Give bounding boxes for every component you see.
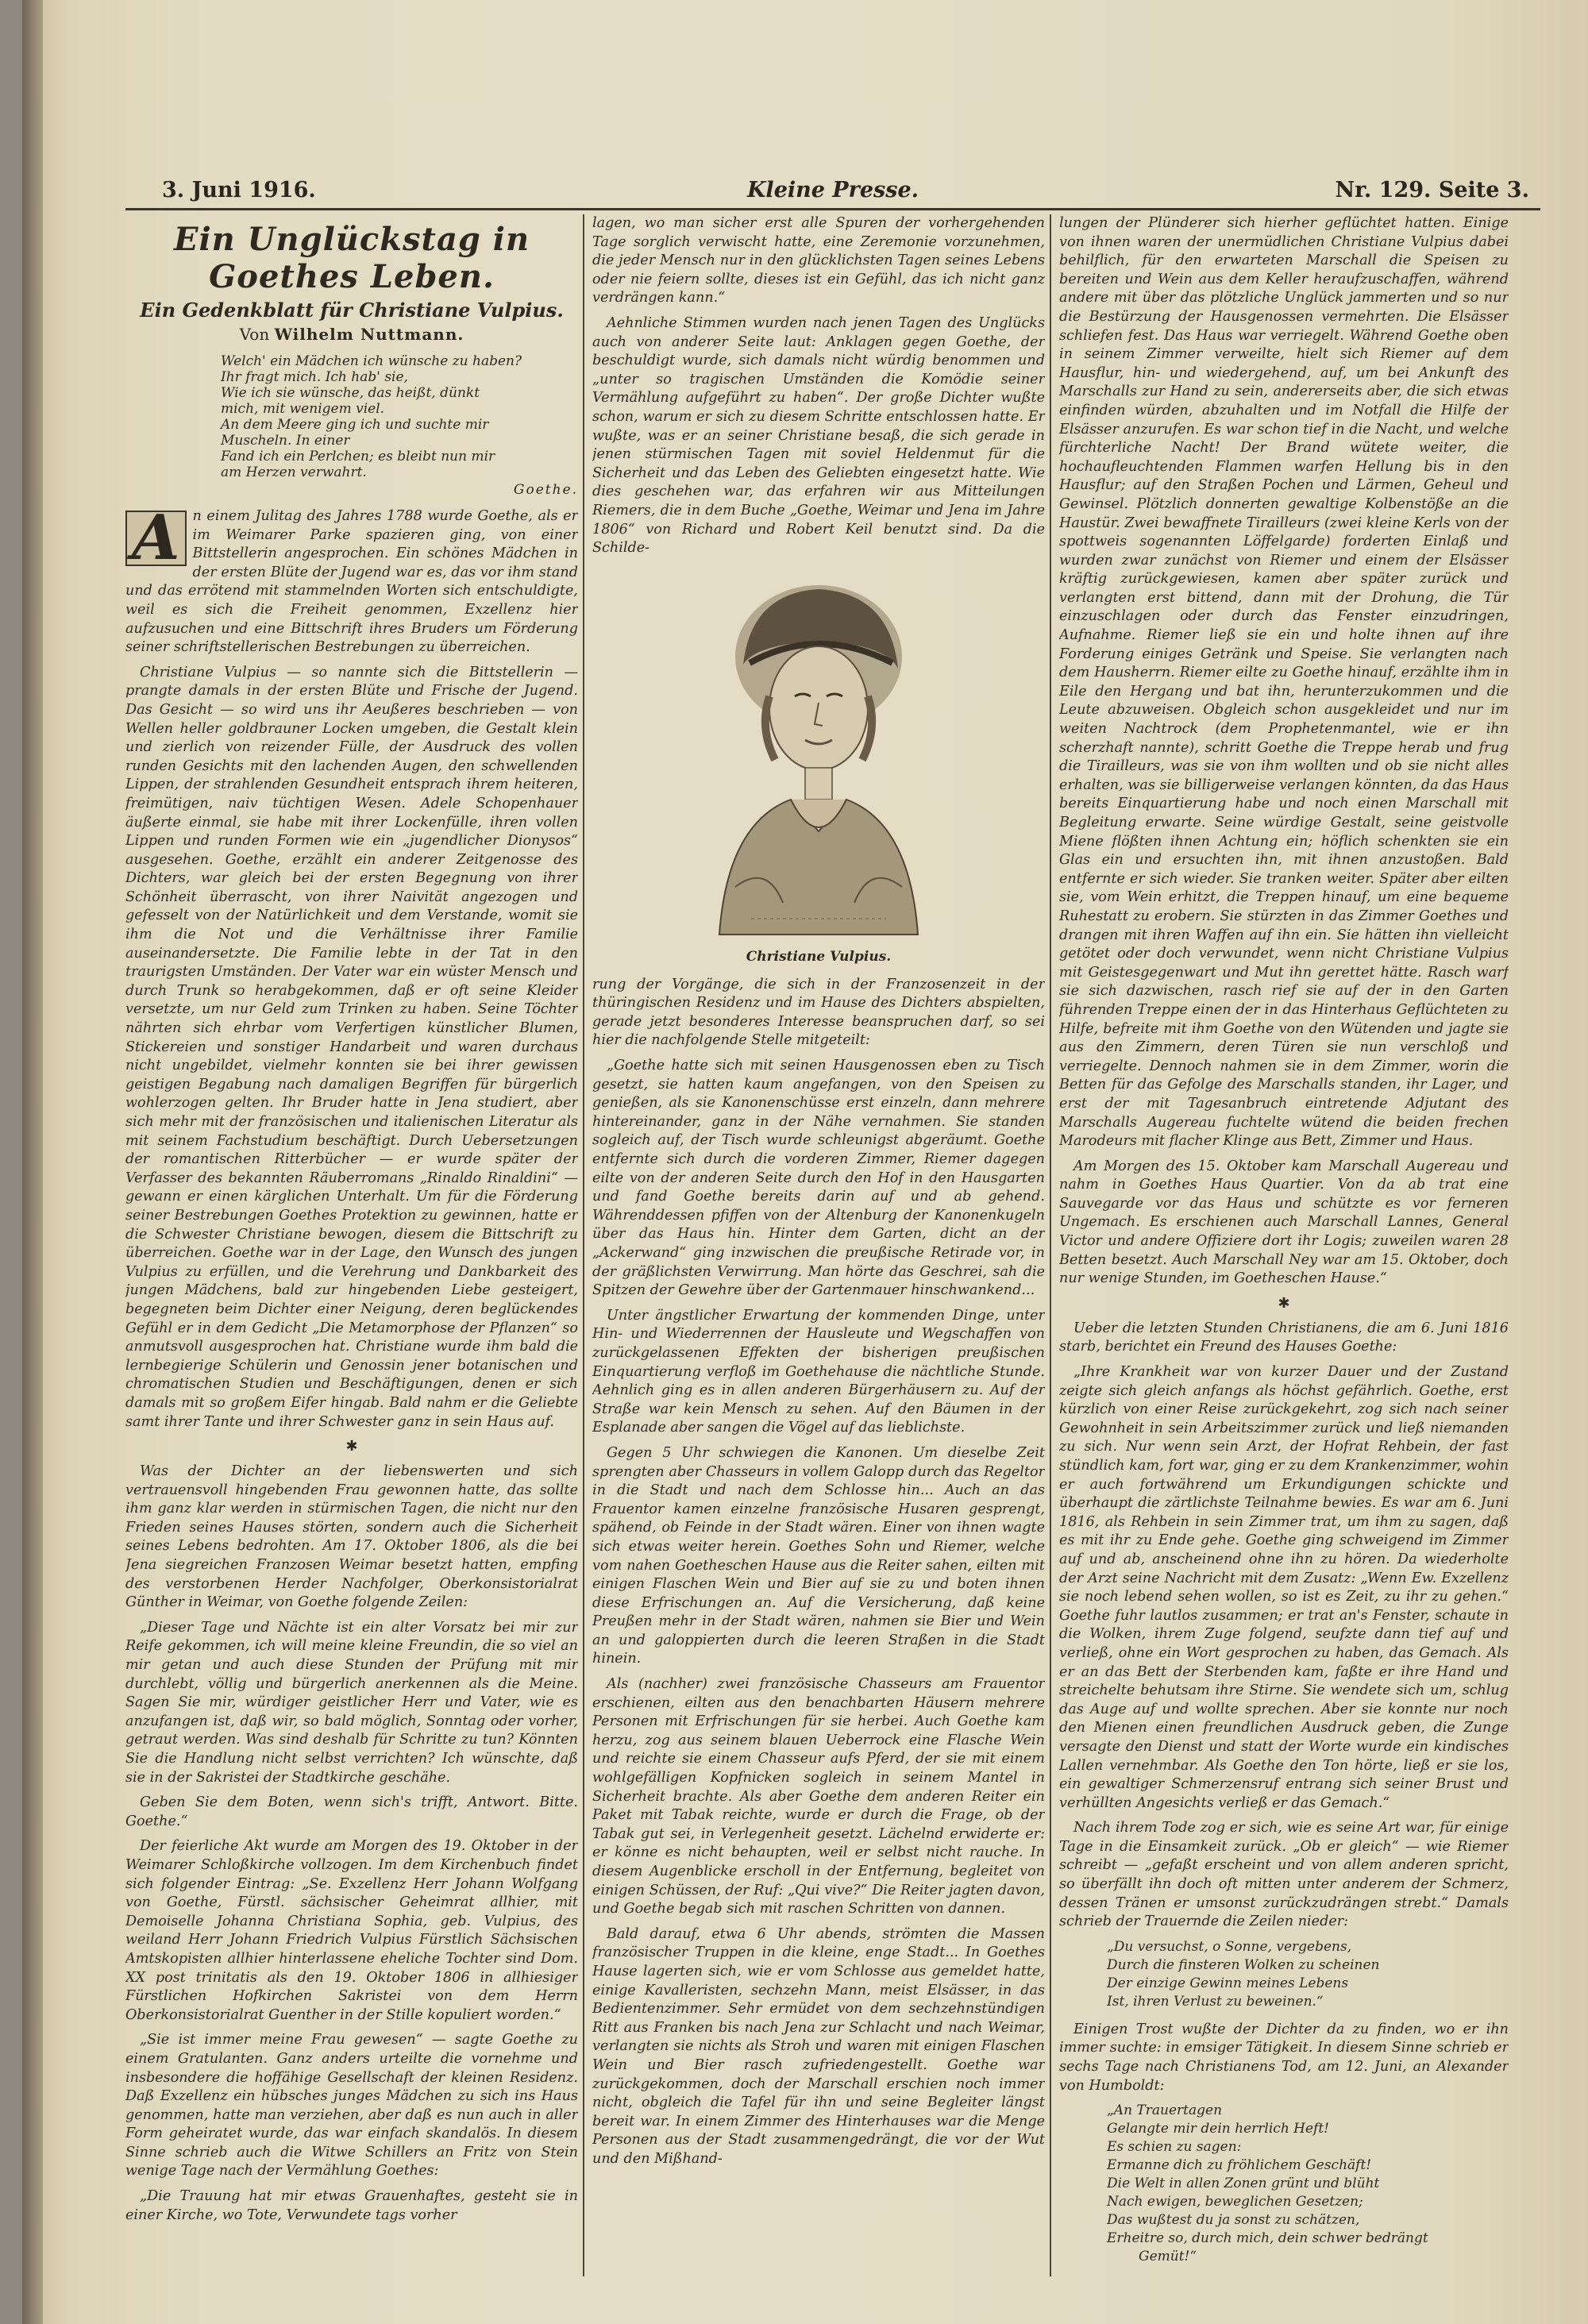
poem-line: mich, mit wenigem viel. bbox=[221, 401, 385, 417]
poem-line: Durch die finsteren Wolken zu scheinen bbox=[1107, 1956, 1380, 1973]
paragraph: Der feierliche Akt wurde am Morgen des 19. Oktober in der Weimarer Schloßkirche vollzogen. Im dem Kirchenbuch findet sich folgender Eintrag: „Se. Exzellenz Herr Johann Wolfgang von Goethe, Fürstl. sächsischer Geheimrat allhier, mit Demoiselle Johanna Christiana Sophia, geb. Vulpius, des weiland Herr Johann Friedrich Vulpius Fürstlich Sächsischen Amtskopisten allhier hinterlassene eheliche Tochter sind Dom. XX post trinitatis als den 19. Oktober 1806 in allhiesiger Fürstlichen Hofkirchen Sakristei von dem Herrn Oberkonsistorialrat Guenther in der Stille kopuliert worden.“ bbox=[125, 1838, 578, 2023]
poem-line: Erheitre so, durch mich, dein schwer bedrängt bbox=[1107, 2230, 1428, 2247]
paragraph: Als (nachher) zwei französische Chasseurs am Frauentor erschienen, eilten aus den benachbarten Häusern mehrere Personen mit Erfrischungen für sie herbei. Auch Goethe kam herzu, zog aus seinem blauen Ueberrock eine Flasche Wein und reichte sie einem Chasseur aufs Pferd, der sie mit einem wohlgefälligen Kopfnicken sogleich in seinem Mantel in Sicherheit brachte. Als aber Goethe dem anderen Reiter ein Paket mit Tabak reichte, wurde er durch die Frage, ob der Tabak gut sei, in Verlegenheit gesetzt. Lächelnd erwiderte er: er könne es nicht behaupten, weil er selbst nicht rauche. In diesem Augenblicke erscholl in der Entfernung, begleitet von einigen Schüssen, der Ruf: „Qui vive?“ Die Reiter jagten davon, und Goethe begab sich mit raschen Schritten von dannen. bbox=[592, 1676, 1045, 1917]
newspaper-page bbox=[22, 0, 1588, 2324]
poem-line: Muscheln. In einer bbox=[221, 433, 350, 449]
column-rule bbox=[583, 214, 584, 2276]
issue-date: 3. Juni 1916. bbox=[162, 178, 316, 202]
paragraph: Am Morgen des 15. Oktober kam Marschall Augereau und nahm in Goethes Haus Quartier. Von da ab trat eine Sauvegarde vor das Haus und schützte es vor ferneren Ungemach. Es erschienen auch Marschall Lannes, General Victor und andere Offiziere dort ihr Logis; zuweilen waren 28 Betten besetzt. Auch Marschall Ney war am 15. Oktober, doch nur wenige Stunden, im Goetheschen Hause.“ bbox=[1059, 1158, 1509, 1287]
paragraph: Aehnliche Stimmen wurden nach jenen Tagen des Unglücks auch von anderer Seite laut: Anklagen gegen Goethe, der beschuldigt wurde, sich damals nicht würdig benommen und „unter so tragischen Umständen die Komödie seiner Vermählung aufgeführt zu haben“. Der große Dichter wußte schon, warum er sich zu diesem Schritte entschlossen hatte. Er wußte, was er an seiner Christiane besaß, die sich gerade in jenen stürmischen Tagen mit soviel Heldenmut für die Sicherheit und das Leben des Geliebten eingesetzt hatte. Wie dies geschehen war, das erfahren wir aus Mitteilungen Riemers, die in dem Buche „Goethe, Weimar und Jena im Jahre 1806“ von Richard und Robert Keil benutzt sind. Da die Schilde- bbox=[592, 314, 1045, 557]
poem-line: Das wußtest du ja sonst zu schätzen, bbox=[1107, 2212, 1360, 2229]
poem-line: „An Trauertagen bbox=[1107, 2102, 1223, 2119]
paragraph: Nach ihrem Tode zog er sich, wie es seine Art war, für einige Tage in die Einsamkeit zurück. „Ob er gleich“ — wie Riemer schreibt — „gefaßt erscheint und von allem anderen spricht, so überfällt ihn doch oft mitten unter anderem der Schmerz, dessen Tränen er umsonst zurückzudrängen strebt.“ Damals schrieb der Trauernde die Zeilen nieder: bbox=[1059, 1820, 1509, 1930]
column-1 bbox=[125, 214, 578, 2292]
drop-cap: A bbox=[125, 511, 187, 566]
poem-line: Fand ich ein Perlchen; es bleibt nun mir bbox=[221, 449, 495, 464]
byline bbox=[125, 325, 578, 344]
poem-line: Nach ewigen, beweglichen Gesetzen; bbox=[1107, 2194, 1363, 2210]
paragraph: lagen, wo man sicher erst alle Spuren der vorhergehenden Tage sorglich verwischt hatte, eine Zeremonie vorzunehmen, die jeder Mensch nur in den glücklichsten Tagen seines Lebens oder nie feiern sollte, dieses ist ein Gefühl, das ich nicht ganz verdrängen kann.“ bbox=[592, 215, 1045, 306]
lament-poem bbox=[1107, 1938, 1509, 2011]
article-title: Ein Unglückstag in Goethes Leben. bbox=[173, 221, 530, 295]
poem-line: Die Welt in allen Zonen grünt und blüht bbox=[1107, 2176, 1380, 2192]
section-separator: ✱ bbox=[1278, 1294, 1290, 1312]
final-poem bbox=[1107, 2102, 1509, 2266]
poem-line: Ihr fragt mich. Ich hab' sie, bbox=[221, 369, 408, 385]
poem-line: Gemüt!“ bbox=[1139, 2249, 1197, 2265]
paragraph: „Goethe hatte sich mit seinen Hausgenossen eben zu Tisch gesetzt, sie hatten kaum angefangen, von den Speisen zu genießen, als sie Kanonenschüsse erst einzeln, dann mehrere hintereinander, ganz in der Nähe vernahmen. Sie standen sogleich auf, der Tisch wurde schleunigst abgeräumt. Goethe entfernte sich durch die vorderen Zimmer, Riemer dagegen eilte von der anderen Seite durch den Hof in den Hausgarten und fand Goethe bereits darin auf und ab gehend. Währenddessen pfiffen von der Altenburg der Kanonenkugeln über das Haus hin. Hinter dem Garten, dicht an der „Ackerwand“ ging inzwischen die preußische Retirade vor, in der gräßlichsten Verwirrung. Man hörte das Geschrei, sah die Spitzen der Gewehre über der Gartenmauer hinschwankend... bbox=[592, 1058, 1045, 1299]
paragraph: „Die Trauung hat mir etwas Grauenhaftes, gesteht sie in einer Kirche, wo Tote, Verwundete tags vorher bbox=[125, 2188, 578, 2223]
page-header bbox=[125, 173, 1540, 210]
poem-line: Der einzige Gewinn meines Lebens bbox=[1107, 1975, 1349, 1991]
paragraph: Geben Sie dem Boten, wenn sich's trifft, Antwort. Bitte. Goethe.“ bbox=[125, 1794, 578, 1829]
poem-line: am Herzen verwahrt. bbox=[221, 464, 367, 480]
newspaper-name: Kleine Presse. bbox=[746, 178, 919, 202]
paragraph: Ueber die letzten Stunden Christianens, die am 6. Juni 1816 starb, berichtet ein Freund des Hauses Goethe: bbox=[1059, 1320, 1509, 1355]
issue-number: Nr. 129. Seite 3. bbox=[1335, 178, 1529, 202]
motto-author: Goethe. bbox=[513, 482, 578, 498]
portrait-caption: Christiane Vulpius. bbox=[746, 948, 892, 965]
paragraph: „Sie ist immer meine Frau gewesen“ — sagte Goethe zu einem Gratulanten. Ganz anders urteilte die vornehme und insbesondere die hoffähige Gesellschaft der kleinen Residenz. Daß Exzellenz ein hübsches junges Mädchen zu sich ins Haus genommen, hatte man verziehen, aber daß es nun auch in aller Form geheiratet wurde, das war einfach skandalös. In diesem Sinne schrieb auch die Witwe Schillers an Fritz von Stein wenige Tage nach der Vermählung Goethes: bbox=[125, 2032, 578, 2179]
poem-line: Es schien zu sagen: bbox=[1107, 2139, 1242, 2156]
poem-line: „Du versuchst, o Sonne, vergebens, bbox=[1107, 1938, 1352, 1955]
section-separator: ✱ bbox=[345, 1438, 358, 1455]
column-2 bbox=[592, 214, 1045, 2292]
paragraph: „Ihre Krankheit war von kurzer Dauer und der Zustand zeigte sich gleich anfangs als höchst gefährlich. Goethe, erst kürzlich von einer Reise zurückgekehrt, zog sich nach seiner Gewohnheit in sein Arbeitszimmer zurück und ließ niemanden zu sich. Nur wenn sein Arzt, der Hofrat Rehbein, der fast stündlich kam, fort war, ging er zu dem Krankenzimmer, wohin er auch fortwährend um Erkundigungen schickte und überhaupt die zärtlichste Teilnahme bewies. Es war am 6. Juni 1816, als Rehbein in sein Zimmer trat, um ihm zu sagen, daß es mit ihr zu Ende gehe. Goethe ging schweigend im Zimmer auf und ab, anscheinend ohne ihn zu hören. Da wiederholte der Arzt seine Nachricht mit dem Zusatz: „Wenn Ew. Exzellenz sie noch lebend sehen wollen, so ist es Zeit, zu ihr zu gehen.“ Goethe fuhr lautlos zusammen; er trat an's Fenster, schaute in die Wolken, ihrem Zuge folgend, seufzte dann tief auf und verließ, ohne ein Wort gesprochen zu haben, das Gemach. Als er an das Bett der Sterbenden kam, faßte er ihre Hand und streichelte behutsam ihre Stirne. Sie wendete sich um, schlug das Auge auf und wollte sprechen. Aber sie konnte nur noch den Mienen einen freundlichen Ausdruck geben, die Zunge versagte den Dienst und statt der Worte wurde ein kindisches Lallen vernehmbar. Als Goethe den Ton hörte, ließ er sie los, ein gewaltiger Schmerzensruf entrang sich seiner Brust und verhüllten Angesichts verließ er das Gemach.“ bbox=[1059, 1364, 1509, 1811]
paragraph: Gegen 5 Uhr schwiegen die Kanonen. Um dieselbe Zeit sprengten aber Chasseurs in vollem Galopp durch das Regeltor in die Stadt und nach dem Schlosse hin... Auch an das Frauentor kamen einzelne französische Husaren gesprengt, spähend, ob Feinde in der Stadt wären. Einer von ihnen wagte sich etwas weiter herein. Goethes Sohn und Riemer, welche vom nahen Goetheschen Hause aus die Reiter sahen, eilten mit einigen Flaschen Wein und Bier auf sie zu und boten ihnen diese Erfrischungen an. Auf die Versicherung, daß keine Preußen mehr in der Stadt wären, nahmen sie Bier und Wein an und galoppierten durch die leeren Straßen in die Stadt hinein. bbox=[592, 1444, 1045, 1667]
paragraph-text: n einem Julitag des Jahres 1788 wurde Goethe, als er im Weimarer Parke spazieren ging, von einer Bittstellerin angesprochen. Ein schönes Mädchen in der ersten Blüte der Jugend war es, das vor ihm stand und das errötend mit stammelnden Worten sich entschuldigte, weil es sich die Freiheit genommen, Exzellenz hier aufzusuchen und eine Bittschrift ihres Bruders um Förderung seiner schriftstellerischen Bestrebungen zu überreichen. bbox=[125, 508, 578, 656]
paragraph: lungen der Plünderer sich hierher geflüchtet hatten. Einige von ihnen waren der unermüdlichen Christiane Vulpius dabei behilflich, für den erwarteten Marschall die Speisen zu bereiten und Wein aus dem Keller heraufzuschaffen, während andere mit über das plötzliche Unglück jammerten und so nur die Bestürzung der Hausgenossen vermehrten. Die Elsässer schliefen fest. Das Haus war verriegelt. Während Goethe oben in seinem Zimmer verweilte, hielt sich Riemer auf dem Hausflur, hin- und wiedergehend, auf, um bei Ankunft des Marschalls zur Hand zu sein, andererseits aber, die sich etwas einfinden würden, abzuhalten und im Notfall die Hilfe der Elsässer anzurufen. Es war schon tief in die Nacht, und welche fürchterliche Nacht! Der Brand wütete weiter, die hochaufleuchtenden Flammen warfen Hellung bis in den Hausflur; auf den Straßen Pochen und Lärmen, Geheul und Gewinsel. Plötzlich donnerten gewaltige Kolbenstöße an die Haustür. Zwei bewaffnete Tirailleurs (zwei kleine Kerls von der spottweis sogenannten Löffelgarde) forderten Einlaß und wurden zwar zunächst von Riemer und einem der Elsässer kräftig zurückgewiesen, kamen aber später zurück und verlangten erst bittend, dann mit der Drohung, die Tür einzuschlagen oder durch das Fenster einzudringen, Aufnahme. Riemer ließ sie ein und holte ihnen auf ihre Forderung einiges Getränk und Speise. Sie verlangten nach dem Hausherrn. Riemer eilte zu Goethe hinauf, erzählte ihm in Eile den Hergang und bat ihn, herunterzukommen und die Leute abzuweisen. Obgleich schon ausgekleidet und nur im weiten Nachtrock (dem Prophetenmantel, wie er ihn scherzhaft nannte), schritt Goethe die Treppe herab und frug die Tirailleurs, was sie von ihm wollten und ob sie nicht alles erhalten, was sie billigerweise verlangen könnten, da das Haus bereits Einquartierung habe und noch einen Marschall mit Begleitung erwarte. Seine würdige Gestalt, seine geistvolle Miene flößten ihnen Achtung ein; höflich schenkten sie ein Glas ein und ersuchten ihn, mit ihnen anzustoßen. Bald entfernte er sich wieder. Sie tranken weiter. Später aber eilten sie, vom Wein erhitzt, die Treppen hinauf, um eine bequeme Ruhestatt zu erobern. Sie stürzten in das Zimmer Goethes und drangen mit ihren Waffen auf ihn ein. Sie hätten ihn vielleicht getötet oder doch verwundet, wenn nicht Christiane Vulpius mit Geistesgegenwart und Mut ihn gerettet hätte. Rasch warf sie sich dazwischen, rasch rief sie auf der in den Garten führenden Treppe einen der in das Hinterhaus Geflüchteten zu Hilfe, befreite mit ihm Goethe von den Wütenden und jagte sie aus den Zimmern, deren Türen sie nun verschloß und verriegelte. Dennoch nahmen sie in dem Zimmer, worin die Betten für das Gefolge des Marschalls standen, ihr Lager, und erst der mit Tagesanbruch eintretende Adjutant des Marschalls Augereau fuchtelte wütend die beiden frechen Marodeurs mit flacher Klinge aus Bett, Zimmer und Haus. bbox=[1059, 215, 1509, 1150]
paragraph: Christiane Vulpius — so nannte sich die Bittstellerin — prangte damals in der ersten Blüte und Frische der Jugend. Das Gesicht — so wird uns ihr Aeußeres beschrieben — von Wellen heller goldbrauner Locken umgeben, die Gestalt klein und zierlich von reizender Fülle, der Ausdruck des vollen runden Gesichts mit den lachenden Augen, den schwellenden Lippen, der strahlenden Gesundheit entsprach ihrem heiteren, freimütigen, naiv tüchtigen Wesen. Adele Schopenhauer äußerte einmal, sie habe mit ihrer Lockenfülle, ihren vollen Lippen und runden Formen wie ein „jugendlicher Dionysos“ ausgesehen. Goethe, erzählt ein anderer Zeitgenosse des Dichters, war gleich bei der ersten Begegnung von ihrer Schönheit überrascht, von ihrer Naivität angezogen und gefesselt von der Natürlichkeit und dem Verstande, womit sie ihm die Not und die Verhältnisse ihrer Familie auseinandersetzte. Die Familie lebte in der Tat in den traurigsten Umständen. Der Vater war ein wüster Mensch und durch Trunk so herabgekommen, daß er oft seine Kleider versetzte, um nur Geld zum Trinken zu haben. Seine Töchter nährten sich ehrbar vom Verfertigen künstlicher Blumen, Stickereien und sonstiger Handarbeit und waren durchaus nicht ungebildet, vielmehr konnten sie bei ihrer gewissen geistigen Begabung nach damaligen Begriffen für bürgerlich wohlerzogen gelten. Ihr Bruder hatte in Jena studiert, aber sich mehr mit der französischen und italienischen Literatur als mit seinem Fachstudium beschäftigt. Durch Uebersetzungen der romantischen Ritterbücher — er wurde später der Verfasser des bekannten Räuberromans „Rinaldo Rinaldini“ — gewann er einen kärglichen Unterhalt. Um für die Förderung seiner Bestrebungen Goethes Protektion zu gewinnen, hatte er die Schwester Christiane bewogen, diesem die Bittschrift zu überreichen. Goethe war in der Lage, den Wunsch des jungen Vulpius zu erfüllen, und die Verehrung und Dankbarkeit des jungen Mädchens, bald zur hingebenden Liebe gesteigert, begegneten beim Dichter einer Neigung, deren beglückendes Gefühl er in dem Gedicht „Die Metamorphose der Pflanzen“ so anmutsvoll ausgesprochen hat. Christiane wurde ihm bald die lernbegierige Schülerin und Genossin jener botanischen und chromatischen Studien und Beschäftigungen, denen er sich damals mit so großem Eifer hingab. Bald nahm er die Geliebte samt ihrer Tante und ihrer Schwester ganz in sein Haus auf. bbox=[125, 664, 578, 1430]
paragraph: Einigen Trost wußte der Dichter da zu finden, wo er ihn immer suchte: in emsiger Tätigkeit. In diesem Sinne schrieb er sechs Tage nach Christianens Tod, am 12. Juni, an Alexander von Humboldt: bbox=[1059, 2021, 1509, 2094]
poem-line: Ermanne dich zu fröhlichem Geschäft! bbox=[1107, 2157, 1372, 2174]
paragraph: „Dieser Tage und Nächte ist ein alter Vorsatz bei mir zur Reife gekommen, ich will meine kleine Freundin, die so viel an mir getan und auch diese Stunden der Prüfung mit mir durchlebt, völlig und bürgerlich anerkennen als die Meine. Sagen Sie mir, würdiger geistlicher Herr und Vater, wie es anzufangen ist, daß wir, so bald möglich, Sonntag oder vorher, getraut werden. Was sind deshalb für Schritte zu tun? Könnten Sie die Handlung nicht selbst verrichten? Ich wünschte, daß sie in der Sakristei der Stadtkirche geschähe. bbox=[125, 1619, 578, 1786]
column-3 bbox=[1059, 214, 1509, 2292]
author-name: Wilhelm Nuttmann. bbox=[274, 325, 464, 344]
portrait-illustration bbox=[688, 569, 950, 942]
poem-line: Welch' ein Mädchen ich wünsche zu haben? bbox=[221, 353, 522, 369]
paragraph: Was der Dichter an der liebenswerten und sich vertrauensvoll hingebenden Frau gewonnen hatte, das sollte ihm ganz klar werden in stürmischen Tagen, die nicht nur den Frieden seines Hauses störten, sondern auch die Sicherheit seines Lebens bedrohten. Am 17. Oktober 1806, als die bei Jena siegreichen Franzosen Weimar besetzt hatten, empfing des verstorbenen Herder Nachfolger, Oberkonsistorialrat Günther in Weimar, von Goethe folgende Zeilen: bbox=[125, 1463, 578, 1611]
poem-line: An dem Meere ging ich und suchte mir bbox=[221, 417, 489, 433]
motto-poem bbox=[221, 353, 578, 498]
article-subtitle: Ein Gedenkblatt für Christiane Vulpius. bbox=[140, 299, 564, 322]
poem-line: Ist, ihren Verlust zu beweinen.“ bbox=[1107, 1993, 1324, 2010]
poem-line: Wie ich sie wünsche, das heißt, dünkt bbox=[221, 385, 480, 401]
column-rule bbox=[1050, 214, 1051, 2276]
byline-prefix: Von bbox=[239, 325, 270, 344]
paragraph bbox=[125, 502, 578, 657]
page-spine bbox=[22, 0, 43, 2324]
paragraph: rung der Vorgänge, die sich in der Franzosenzeit in der thüringischen Residenz und im Hause des Dichters abspielten, gerade jetzt besonderes Interesse beanspruchen darf, so sei hier die nachfolgende Stelle mitgeteilt: bbox=[592, 976, 1045, 1049]
paragraph: Bald darauf, etwa 6 Uhr abends, strömten die Massen französischer Truppen in die kleine, enge Stadt... In Goethes Hause lagerten sich, wie er vom Schlosse aus gemeldet hatte, einige Kavalleristen, sechzehn Mann, meist Elsässer, in das Bedientenzimmer. Sehr ermüdet von dem sechzehnstündigen Ritt aus Franken bis nach Jena zur Schlacht und nach Weimar, verlangten sie nichts als Stroh und waren mit einigen Flaschen Wein und Bier rasch zufriedengestellt. Goethe war zurückgekommen, doch der Marschall erschien noch immer nicht, obgleich die Tafel für ihn und seine Begleiter längst bereit war. In einem Zimmer des Hinterhauses war die Menge Personen aus der Stadt zusammengedrängt, die vor der Wut und den Mißhand- bbox=[592, 1925, 1045, 2167]
poem-line: Gelangte mir dein herrlich Heft! bbox=[1107, 2121, 1330, 2137]
paragraph: Unter ängstlicher Erwartung der kommenden Dinge, unter Hin- und Wiederrennen der Hausleute und Wegschaffen von zurückgelassenen Effekten der bisherigen preußischen Einquartierung verfloß im Goethehause die nächtliche Stunde. Aehnlich ging es in allen anderen Bürgerhäusern zu. Auf der Straße war kein Mensch zu sehen. Auf den Bäumen in der Esplanade aber sangen die Vögel auf das lieblichste. bbox=[592, 1307, 1045, 1436]
